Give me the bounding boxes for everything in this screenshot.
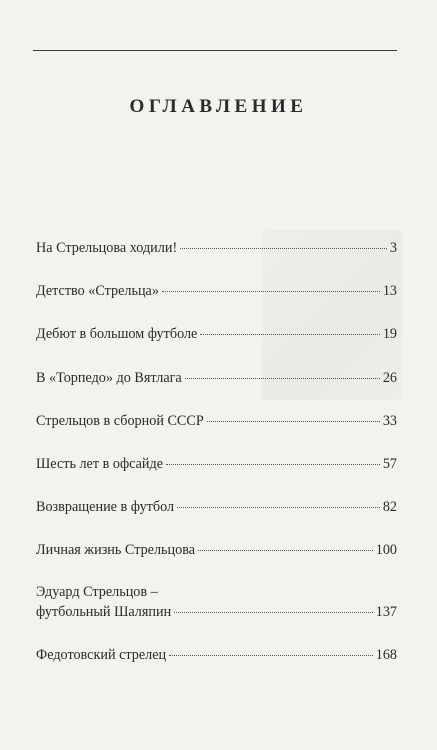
toc-entry[interactable] <box>36 411 397 431</box>
toc-entry-page: 168 <box>375 647 397 663</box>
dot-leader <box>166 464 380 465</box>
toc-entry-page: 13 <box>382 283 397 299</box>
toc-entry-title: Шесть лет в офсайде <box>36 456 164 472</box>
toc-entry-title-line1: Эдуард Стрельцов – <box>36 584 158 600</box>
toc-entry-page: 100 <box>375 542 397 558</box>
toc-entry-page: 57 <box>382 456 397 472</box>
dot-leader <box>169 655 373 656</box>
toc-entry-title: На Стрельцова ходили! <box>36 240 178 256</box>
toc-entry[interactable] <box>36 454 397 474</box>
toc-entry-title: Возвращение в футбол <box>36 499 175 515</box>
toc-entry-title: Федотовский стрелец <box>36 647 167 663</box>
toc-entry[interactable] <box>36 582 397 622</box>
toc-entry[interactable] <box>36 540 397 560</box>
toc-entry[interactable] <box>36 281 397 301</box>
toc-entry[interactable] <box>36 368 397 388</box>
dot-leader <box>200 334 379 335</box>
toc-entry-title: Личная жизнь Стрельцова <box>36 542 196 558</box>
toc-entry-title: футбольный Шаляпин <box>36 604 172 620</box>
toc-entry-page: 137 <box>375 604 397 620</box>
toc-entry-page: 26 <box>382 370 397 386</box>
toc-entry-page: 3 <box>389 240 397 256</box>
dot-leader <box>198 550 373 551</box>
toc-entry-page: 33 <box>382 413 397 429</box>
toc-entry-title: Стрельцов в сборной СССР <box>36 413 204 429</box>
toc-entry[interactable] <box>36 497 397 517</box>
toc-entry-title: Детство «Стрельца» <box>36 283 159 299</box>
toc-entry-page: 82 <box>382 499 397 515</box>
toc-entry-title: В «Торпедо» до Вятлага <box>36 370 182 386</box>
dot-leader <box>185 378 380 379</box>
dot-leader <box>162 291 380 292</box>
toc-entry[interactable] <box>36 324 397 344</box>
toc-entry-title: Дебют в большом футболе <box>36 326 198 342</box>
dot-leader <box>177 507 380 508</box>
toc-entry-page: 19 <box>382 326 397 342</box>
toc-title: ОГЛАВЛЕНИЕ <box>129 96 308 117</box>
header-rule <box>33 50 397 51</box>
toc-entry[interactable] <box>36 645 397 665</box>
toc-entry[interactable] <box>36 238 397 258</box>
dot-leader <box>207 421 380 422</box>
dot-leader <box>180 248 387 249</box>
dot-leader <box>174 612 373 613</box>
